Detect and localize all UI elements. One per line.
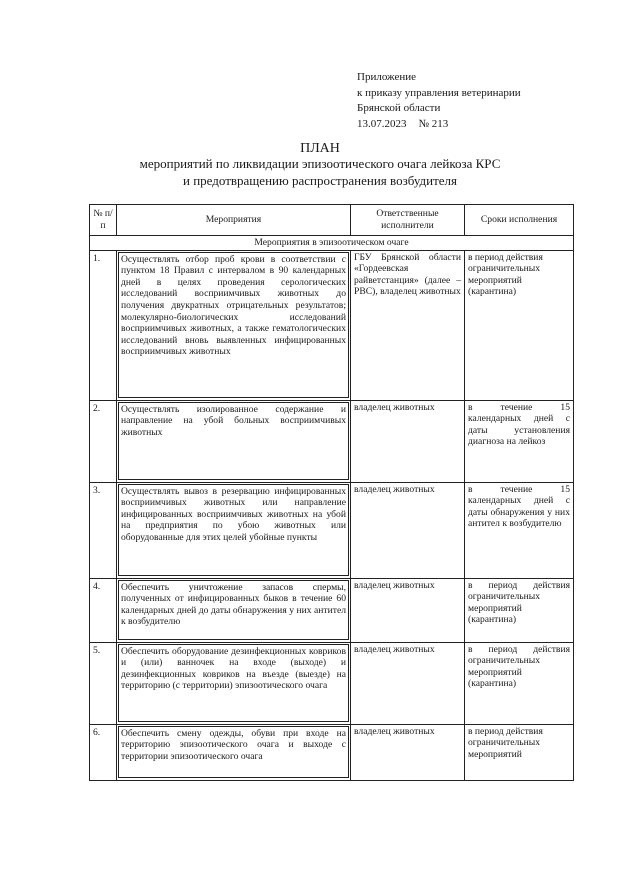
row-responsible: ГБУ Брянской области «Гордеевская райветстанция» (далее – РВС), владелец животных (351, 250, 465, 400)
table-header-row (90, 205, 574, 236)
table-row (90, 250, 574, 400)
row-responsible: владелец животных (351, 578, 465, 642)
row-number: 4. (90, 578, 117, 642)
row-term: в период действия ограничительных мероприятий (карантина) (465, 642, 574, 724)
appendix-block (357, 70, 521, 132)
table-row (90, 578, 574, 642)
appendix-date: 13.07.2023 (357, 117, 407, 130)
row-measure: Обеспечить уничтожение запасов спермы, полученных от инфицированных быков в течение 60 календарных дней до даты обнаружения у них антител к возбудителю (118, 580, 349, 640)
appendix-number: № 213 (418, 117, 449, 130)
appendix-line-2: к приказу управления ветеринарии (357, 86, 521, 99)
header-num: № п/п (90, 205, 117, 236)
plan-heading: ПЛАН (300, 141, 340, 156)
header-measures: Мероприятия (117, 205, 351, 236)
table-row (90, 482, 574, 578)
table-row (90, 642, 574, 724)
row-measure: Осуществлять отбор проб крови в соответствии с пунктом 18 Правил с интервалом в 90 календарных дней в целях проведения серологических исследований восприимчивых животных до получения двукратных отрицательных результатов; молекулярно-биологических исследований восприимчивых животных, а также гематологических исследований вновь выявленных инфицированных восприимчивых животных (118, 252, 349, 398)
row-number: 6. (90, 724, 117, 780)
table-row (90, 724, 574, 780)
row-responsible: владелец животных (351, 642, 465, 724)
row-number: 3. (90, 482, 117, 578)
appendix-line-1: Приложение (357, 71, 417, 83)
plan-table (89, 204, 574, 781)
plan-subtitle-1: мероприятий по ликвидации эпизоотического очага лейкоза КРС (139, 156, 501, 171)
table-row (90, 400, 574, 482)
row-responsible: владелец животных (351, 724, 465, 780)
row-responsible: владелец животных (351, 482, 465, 578)
row-term: в течение 15 календарных дней с даты обнаружения у них антител к возбудителю (465, 482, 574, 578)
row-term: в период действия ограничительных мероприятий (465, 724, 574, 780)
row-measure: Осуществлять изолированное содержание и направление на убой больных восприимчивых животных (118, 402, 349, 480)
row-number: 2. (90, 400, 117, 482)
row-number: 5. (90, 642, 117, 724)
row-measure: Обеспечить смену одежды, обуви при входе на территорию эпизоотического очага и выходе с территории эпизоотического очага (118, 726, 349, 778)
section-title: Мероприятия в эпизоотическом очаге (90, 236, 574, 251)
appendix-line-3: Брянской области (357, 102, 441, 114)
header-terms: Сроки исполнения (465, 205, 574, 236)
row-number: 1. (90, 250, 117, 400)
appendix-date-number (357, 117, 521, 133)
row-measure: Обеспечить оборудование дезинфекционных ковриков и (или) ванночек на входе (выходе) и дезинфекционных ковриков на въезде (выезде) на территорию (с территории) эпизоотического очага (118, 644, 349, 722)
section-row (90, 236, 574, 251)
row-measure: Осуществлять вывоз в резервацию инфицированных восприимчивых животных или направление инфицированных восприимчивых животных на убой на предприятия по убою животных или оборудованные для этих целей убойные пункты (118, 484, 349, 576)
plan-subtitle-2: и предотвращению распространения возбудителя (183, 173, 457, 188)
row-term: в течение 15 календарных дней с даты установления диагноза на лейкоз (465, 400, 574, 482)
row-term: в период действия ограничительных мероприятий (карантина) (465, 578, 574, 642)
header-responsible: Ответственные исполнители (351, 205, 465, 236)
row-responsible: владелец животных (351, 400, 465, 482)
row-term: в период действия ограничительных мероприятий (карантина) (465, 250, 574, 400)
